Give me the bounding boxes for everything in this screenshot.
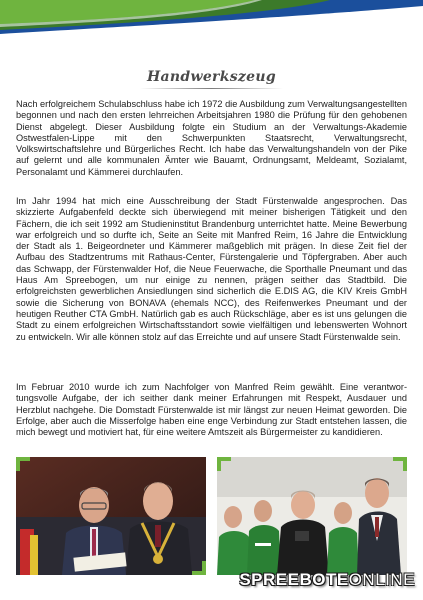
corner-bracket-icon (217, 457, 231, 471)
header-swoosh (0, 0, 423, 40)
corner-bracket-icon (192, 561, 206, 575)
corner-bracket-icon (16, 457, 30, 471)
page-title: Handwerkszeug (147, 69, 276, 85)
photo-signing-image (16, 457, 206, 575)
corner-bracket-icon (393, 457, 407, 471)
photo-signing (16, 457, 206, 575)
title-underline (140, 88, 283, 89)
photo-team-image (217, 457, 407, 575)
paragraph-mayor: Im Februar 2010 wurde ich zum Nachfolger von Manfred Reim gewählt. Eine verantwortungsvolle Aufgabe, der ich seither dank meiner Erfahrungen mit Respekt, Ausdauer und Herzblut nachgehe. Die Domstadt Fürstenwalde ist mir längst zur neuen Heimat geworden. Die Erfolge, aber auch die Misserfolge haben eine enge Verbindung zur Stadt entstehen lassen, die mich bewegt und motiviert hat, für eine weitere Amtszeit als Bürgermeister zu kandidieren. (16, 382, 407, 438)
watermark-logo (239, 570, 415, 592)
watermark-part2: ONLINE (348, 570, 415, 589)
watermark-part1: SPREEBOTE (239, 570, 349, 589)
paragraph-education: Nach erfolgreichem Schulabschluss habe ich 1972 die Ausbildung zum Verwaltungsangestellten begonnen und nach den ersten lehrreichen Arbeitsjahren 1980 die Prüfung für den gehobenen Dienst abgelegt. Dieser Ausbildung folgte ein Studium an der Verwaltungs-Akademie Ostwestfalen-Lippe mit den Schwerpunkten Staatsrecht, Verwaltungsrecht, Volkswirtschaftslehre und Bürgerliches Recht. Ich habe das Verwaltungshandeln von der Pike auf gelernt und alle kommunalen Ämter wie Bauamt, Ordnungsamt, Meldeamt, Sozialamt, Personalamt und Kämmerei durchlaufen. (16, 99, 407, 177)
paragraph-fuerstenwalde: Im Jahr 1994 hat mich eine Ausschreibung der Stadt Fürstenwalde angesprochen. Das skizzierte Aufgabenfeld deckte sich überwiegend mit meiner bisherigen Tätigkeit und den Fächern, die ich seit 1992 am Studieninstitut Brandenburg unterrichtet hatte. Meine Bewerbung war erfolgreich und so durfte ich, Seite an Seite mit Manfred Reim, 16 Jahre die Entwicklung der Stadt als 1. Beigeordneter und Kämmerer maßgeblich mit prägen. In diese Zeit fiel der Aufbau des Stadtzentrums mit Rathaus-Center, Fürstengalerie und Töpfergraben. Aber auch das Schwapp, der Fürstenwalder Hof, die Neue Feuerwache, die Sporthalle Pneumant und das Haus Am Spreebogen, um nur einige zu nennen, prägen seither das Stadtbild. Die erfolgreichsten gewerblichen Ansiedlungen sind sicherlich die E.DIS AG, die KIV Kreis GmbH sowie die Sicherung von BONAVA (ehemals NCC), des Reifenwerkes Pneumant und der heutigen Reuther CTA GmbH. Natürlich gab es auch Rückschläge, aber es ist uns gelungen die Stadt zu einem erfolgreichen Wirtschaftsstandort sowie vielfältigen und lebenswerten Wohnort zu entwickeln. Wir alle können stolz auf das Erreichte und auf unsere Stadt Fürstenwalde sein. (16, 196, 407, 342)
photo-team (217, 457, 407, 575)
